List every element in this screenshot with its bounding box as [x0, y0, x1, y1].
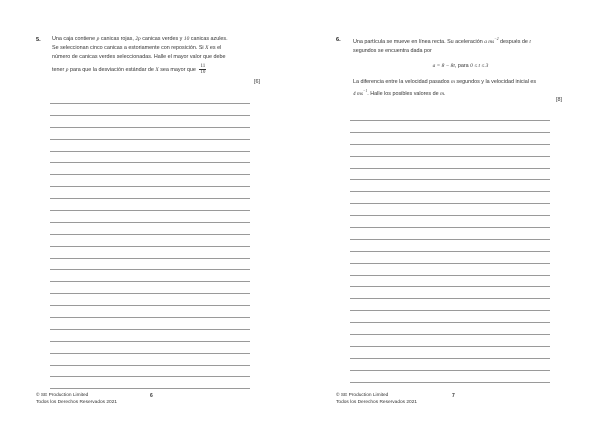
question-6-text: Una partícula se mueve en línea recta. Su aceleración a $ms^{-2}$ después de t segundos se encuentra dada por a = 8 − 8t, para 0 ≤ t ≤ 3 La diferencia entre la velocidad pasados m segundos y la velocidad inicial es 4 $ms^{-1}$. Halle los posibles valores de m.	[353, 37, 537, 97]
answer-line	[50, 258, 250, 259]
footer-right	[336, 393, 417, 406]
q5-text-4: canicas azules.	[190, 36, 228, 42]
answer-line	[50, 198, 250, 199]
answer-line	[350, 275, 550, 276]
q5-text-8: tener	[52, 66, 65, 73]
answer-line	[50, 103, 250, 104]
q5-text-5: Se seleccionan cinco canicas a estoriamente con reposición. Si	[52, 45, 204, 51]
answer-line	[50, 281, 250, 282]
answer-line	[50, 317, 250, 318]
answer-line	[50, 305, 250, 306]
answer-line	[50, 210, 250, 211]
answer-lines-left	[50, 103, 250, 400]
q6-text-2: después de	[500, 38, 528, 45]
answer-line	[350, 227, 550, 228]
right-page	[300, 0, 600, 424]
answer-line	[50, 376, 250, 377]
q6-m-var: m	[451, 78, 455, 85]
q5-math-p: p	[96, 36, 100, 42]
q5-fraction-den: 10	[200, 70, 206, 75]
footer-rights-left: Todos los Derechos Reservados 2021	[36, 399, 118, 405]
answer-line	[50, 139, 250, 140]
q5-text-7: número de canicas verdes seleccionadas. Halle el mayor valor que debe	[52, 54, 226, 60]
answer-line	[50, 186, 250, 187]
answer-line	[350, 144, 550, 145]
q5-text-3: canicas verdes y	[142, 36, 183, 42]
q6-equation: a = 8 − 8t	[432, 62, 455, 69]
answer-line	[350, 310, 550, 311]
q5-fraction-num: 11	[200, 64, 206, 69]
answer-line	[350, 286, 550, 287]
answer-line	[50, 174, 250, 175]
q6-range: 0 ≤ t ≤ 3	[470, 62, 489, 69]
answer-line	[350, 263, 550, 264]
footer-copyright-right: © SE Production Limited	[336, 393, 389, 398]
answer-line	[50, 365, 250, 366]
answer-line	[350, 120, 550, 121]
q6-t-var: t	[529, 38, 531, 45]
answer-line	[350, 334, 550, 335]
q5-math-X: X	[205, 45, 209, 51]
q5-math-10: 10	[183, 36, 190, 42]
question-5-text	[52, 35, 262, 75]
answer-line	[50, 353, 250, 354]
footer-copyright-left: © SE Production Limited	[36, 393, 89, 398]
answer-line	[350, 203, 550, 204]
answer-line	[350, 168, 550, 169]
question-5-marks: [6]	[254, 79, 260, 85]
answer-line	[350, 191, 550, 192]
q6-text-5: segundos y la velocidad inicial es	[456, 78, 537, 85]
q5-text-9: para que la desviación estándar de	[70, 66, 154, 73]
answer-line	[50, 127, 250, 128]
q6-range-text: , para	[454, 62, 469, 69]
q6-vel-value: 4 ms	[353, 90, 364, 97]
answer-line	[350, 370, 550, 371]
answer-line	[350, 322, 550, 323]
q5-math-X2: X	[155, 66, 159, 73]
q6-text-1: Una partícula se mueve en línea recta. Su aceleración	[353, 38, 483, 45]
answer-line	[50, 246, 250, 247]
q6-vel-exp: −1	[363, 88, 368, 93]
answer-line	[350, 358, 550, 359]
answer-line	[50, 222, 250, 223]
answer-line	[50, 162, 250, 163]
answer-line	[350, 346, 550, 347]
q5-math-2p: 2p	[135, 36, 141, 42]
question-5-number: 5.	[36, 37, 41, 43]
footer-rights-right: Todos los Derechos Reservados 2021	[336, 399, 418, 405]
answer-line	[350, 298, 550, 299]
answer-line	[50, 329, 250, 330]
q5-text-2: canicas rojas,	[100, 36, 134, 42]
q5-text-6: es el	[209, 45, 222, 51]
q5-fraction	[199, 64, 206, 75]
answer-line	[50, 293, 250, 294]
page-number-right: 7	[452, 393, 455, 399]
q6-text-4: La diferencia entre la velocidad pasados	[353, 78, 450, 85]
answer-line	[350, 382, 550, 383]
question-6-marks: [8]	[556, 97, 562, 103]
q5-text-1: Una caja contiene	[52, 36, 96, 42]
q5-text-10: sea mayor que	[160, 66, 196, 73]
q6-accel-unit: a ms	[484, 38, 495, 45]
answer-line	[50, 269, 250, 270]
q6-text-6: . Halle los posibles valores de	[367, 90, 439, 97]
answer-line	[50, 115, 250, 116]
answer-line	[50, 388, 250, 389]
question-6-number: 6.	[336, 37, 341, 43]
footer-left	[36, 393, 117, 406]
answer-line	[350, 215, 550, 216]
answer-line	[350, 251, 550, 252]
answer-line	[350, 179, 550, 180]
answer-lines-right	[350, 120, 550, 393]
answer-line	[350, 156, 550, 157]
q6-accel-exp: −2	[494, 37, 499, 41]
answer-line	[350, 239, 550, 240]
q6-m-end: m	[440, 90, 445, 97]
answer-line	[50, 151, 250, 152]
answer-line	[50, 234, 250, 235]
q6-text-3: segundos se encuentra dada por	[353, 47, 432, 54]
answer-line	[50, 341, 250, 342]
q5-math-p2: p	[65, 66, 69, 73]
answer-line	[350, 132, 550, 133]
page-number-left: 6	[150, 393, 153, 399]
